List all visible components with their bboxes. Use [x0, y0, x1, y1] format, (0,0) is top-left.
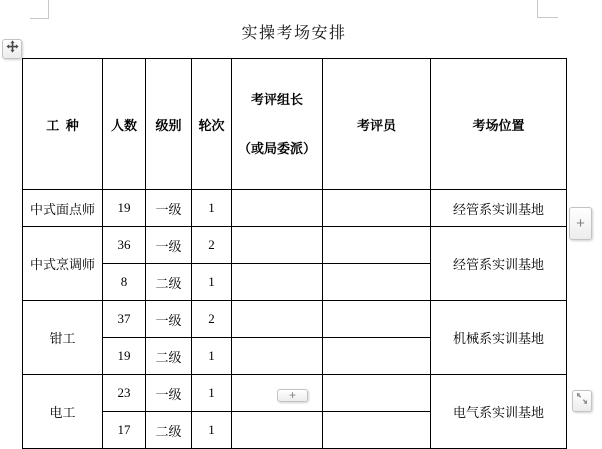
cell-round: 1	[192, 375, 232, 412]
cell-job: 中式面点师	[23, 190, 103, 227]
cell-count: 36	[103, 227, 146, 264]
plus-icon: +	[288, 388, 296, 402]
cell-job: 电工	[23, 375, 103, 449]
add-row-button[interactable]	[277, 389, 308, 402]
table-row	[23, 190, 567, 227]
header-assessor: 考评员	[323, 59, 431, 190]
page-title: 实操考场安排	[241, 25, 347, 42]
cell-venue: 机械系实训基地	[431, 301, 567, 375]
header-chief-line2: （或局委派）	[237, 141, 316, 156]
cell-level: 二级	[146, 412, 192, 449]
cell-venue: 电气系实训基地	[431, 375, 567, 449]
cell-count: 19	[103, 338, 146, 375]
cell-venue: 经管系实训基地	[431, 227, 567, 301]
margin-cropmark-top-right	[537, 17, 558, 18]
move-icon	[6, 40, 19, 58]
assessor-cell[interactable]	[323, 264, 431, 301]
assessor-cell[interactable]	[323, 375, 431, 412]
table-header-row	[23, 59, 567, 190]
plus-icon: +	[576, 215, 585, 232]
cell-venue: 经管系实训基地	[431, 190, 567, 227]
cell-round: 2	[192, 227, 232, 264]
table-row	[23, 227, 567, 264]
header-round: 轮次	[192, 59, 232, 190]
margin-cropmark-top-left	[30, 18, 49, 19]
margin-cropmark-top-right	[537, 0, 538, 17]
chief-cell[interactable]	[232, 301, 323, 338]
assessor-cell[interactable]	[323, 227, 431, 264]
assessor-cell[interactable]	[323, 190, 431, 227]
resize-icon	[575, 391, 589, 411]
cell-level: 二级	[146, 264, 192, 301]
chief-cell[interactable]	[232, 227, 323, 264]
header-count: 人数	[103, 59, 146, 190]
chief-cell[interactable]	[232, 338, 323, 375]
cell-count: 23	[103, 375, 146, 412]
cell-round: 2	[192, 301, 232, 338]
assessor-cell[interactable]	[323, 301, 431, 338]
cell-count: 19	[103, 190, 146, 227]
header-chief-line1: 考评组长	[250, 92, 303, 107]
cell-round: 1	[192, 190, 232, 227]
chief-cell[interactable]	[232, 190, 323, 227]
table-move-handle[interactable]	[2, 39, 22, 59]
table-row	[23, 301, 567, 338]
cell-round: 1	[192, 412, 232, 449]
assessor-cell[interactable]	[323, 412, 431, 449]
cell-count: 8	[103, 264, 146, 301]
cell-job: 中式烹调师	[23, 227, 103, 301]
cell-level: 二级	[146, 338, 192, 375]
cell-round: 1	[192, 264, 232, 301]
cell-job: 钳工	[23, 301, 103, 375]
cell-round: 1	[192, 338, 232, 375]
chief-cell[interactable]	[232, 264, 323, 301]
cell-count: 37	[103, 301, 146, 338]
header-level: 级别	[146, 59, 192, 190]
cell-level: 一级	[146, 227, 192, 264]
table-resize-handle[interactable]	[572, 390, 592, 412]
chief-cell[interactable]	[232, 412, 323, 449]
assessor-cell[interactable]	[323, 338, 431, 375]
cell-level: 一级	[146, 190, 192, 227]
header-job: 工 种	[23, 59, 103, 190]
cell-level: 一级	[146, 375, 192, 412]
cell-count: 17	[103, 412, 146, 449]
header-chief	[232, 59, 323, 190]
margin-cropmark-top-left	[48, 0, 49, 18]
add-column-button[interactable]	[569, 207, 592, 240]
header-venue: 考场位置	[431, 59, 567, 190]
cell-level: 一级	[146, 301, 192, 338]
